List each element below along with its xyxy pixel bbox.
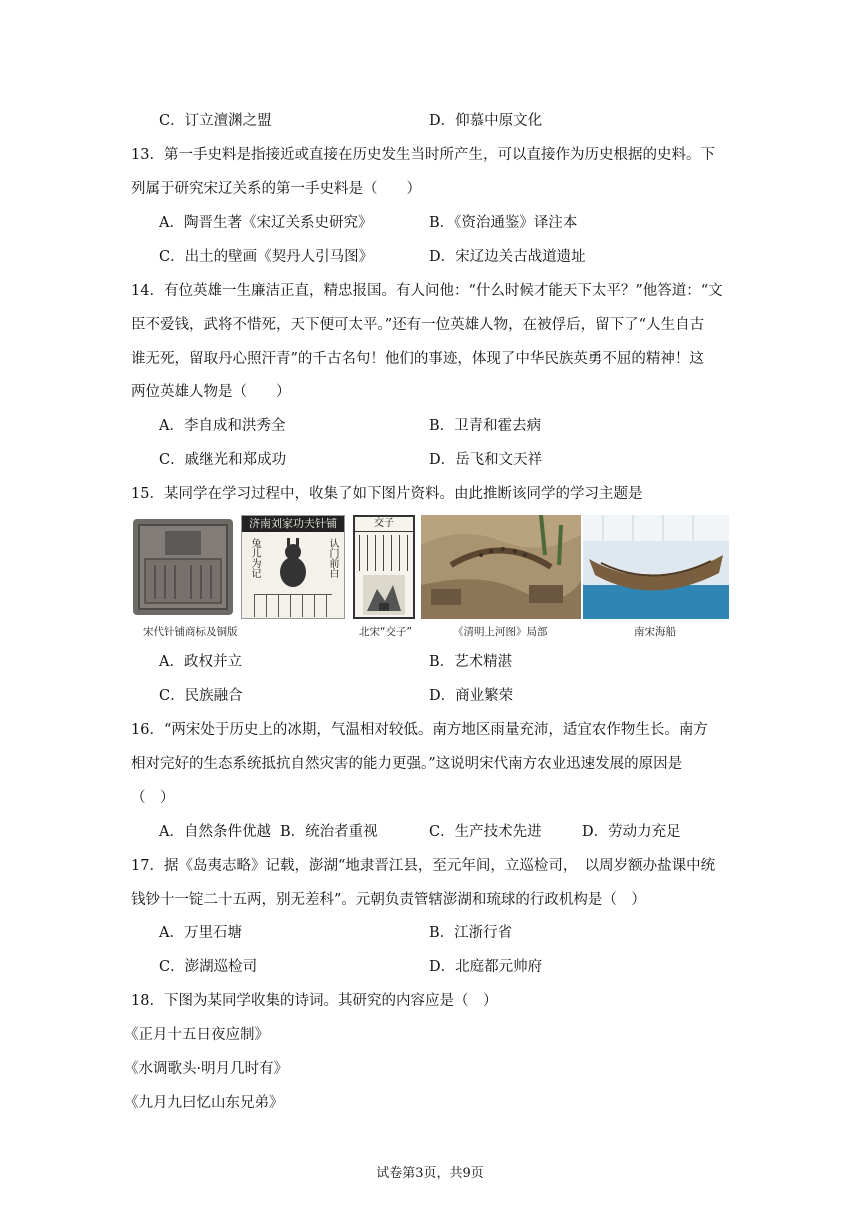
needle-shop-print	[241, 515, 345, 619]
caption-jiaozi: 北宋“交子”	[359, 626, 412, 638]
q15-option-a: A．政权并立	[159, 654, 242, 670]
q16-option-a: A．自然条件优越	[159, 824, 271, 840]
q17-option-d: D．北庭都元帅府	[429, 959, 543, 975]
qingming-painting-image	[421, 515, 581, 619]
q14-option-d: D．岳飞和文天祥	[429, 452, 543, 468]
q16-option-b: B．统治者重视	[280, 824, 378, 840]
page-footer: 试卷第3页，共9页	[376, 1166, 484, 1181]
southern-song-ship-image	[583, 515, 729, 619]
caption-qingming: 《清明上河图》局部	[453, 626, 548, 638]
q14-option-a: A．李自成和洪秀全	[159, 418, 286, 434]
q13-option-b: B．《资治通鉴》译注本	[429, 215, 578, 231]
q17-option-c: C．澎湖巡检司	[159, 959, 258, 975]
q15-option-c: C．民族融合	[159, 688, 243, 704]
q18-poem-1: 《正月十五日夜应制》	[124, 1027, 269, 1043]
q13-stem-line2: 列属于研究宋辽关系的第一手史料是（ ）	[131, 181, 421, 197]
q16-stem-line1: 16．“两宋处于历史上的冰期，气温相对较低。南方地区雨量充沛，适宜农作物生长。南方	[131, 722, 708, 738]
needle-shop-print-header: 济南刘家功夫针铺	[242, 516, 344, 532]
q16-stem-line2: 相对完好的生态系统抵抗自然灾害的能力更强。”这说明宋代南方农业迅速发展的原因是	[131, 756, 683, 772]
q12-option-c: C．订立澶渊之盟	[159, 113, 272, 129]
banknote-text-columns	[359, 535, 409, 571]
needle-shop-print-right: 认门前白	[327, 538, 338, 578]
q17-stem-line2: 钱钞十一锭二十五两，别无差科”。元朝负责管辖澎湖和琉球的行政机构是（ ）	[131, 892, 646, 908]
q18-poem-2: 《水调歌头·明月几时有》	[124, 1061, 289, 1077]
jiaozi-label: 交子	[355, 517, 413, 532]
needle-shop-print-left: 兔儿为记	[249, 538, 260, 578]
q14-stem-line4: 两位英雄人物是（ ）	[131, 384, 291, 400]
q17-option-b: B．江浙行省	[429, 925, 513, 941]
q14-option-b: B．卫青和霍去病	[429, 418, 542, 434]
q14-stem-line3: 谁无死，留取丹心照汗青”的千古名句！他们的事迹，体现了中华民族英勇不屈的精神！这	[131, 351, 704, 367]
q17-stem-line1: 17．据《岛夷志略》记载，澎湖“地隶晋江县，至元年间，立巡检司， 以周岁额办盐课中统	[131, 858, 716, 874]
banknote-illustration-icon	[363, 575, 405, 615]
q16-option-d: D．劳动力充足	[582, 824, 681, 840]
q15-figure-strip	[131, 515, 729, 641]
q12-option-d: D．仰慕中原文化	[429, 113, 543, 129]
q15-stem-line1: 15．某同学在学习过程中，收集了如下图片资料。由此推断该同学的学习主题是	[131, 486, 643, 502]
jiaozi-banknote-image	[353, 515, 415, 619]
q16-option-c: C．生产技术先进	[429, 824, 542, 840]
bronze-plate-image	[131, 515, 235, 619]
q17-option-a: A．万里石塘	[159, 925, 242, 941]
q14-option-c: C．戚继光和郑成功	[159, 452, 287, 468]
q15-option-b: B．艺术精湛	[429, 654, 513, 670]
q18-poem-3: 《九月九曰忆山东兄弟》	[124, 1095, 284, 1111]
caption-bronze-plate: 宋代针铺商标及铜版	[143, 626, 238, 638]
print-text-columns	[254, 594, 332, 617]
q16-stem-line3: （ ）	[131, 790, 175, 806]
q18-stem-line1: 18．下图为某同学收集的诗词。其研究的内容应是（ ）	[131, 993, 498, 1009]
q14-stem-line1: 14．有位英雄一生廉洁正直，精忠报国。有人问他：“什么时候才能天下太平？”他答道：“文	[131, 283, 723, 299]
caption-ship: 南宋海船	[634, 626, 676, 638]
q14-stem-line2: 臣不爱钱，武将不惜死，天下便可太平。”还有一位英雄人物，在被俘后，留下了“人生自古	[131, 317, 705, 333]
q13-option-c: C．出土的壁画《契丹人引马图》	[159, 249, 374, 265]
rabbit-figure-icon	[272, 538, 314, 590]
q15-option-d: D．商业繁荣	[429, 688, 514, 704]
q13-option-d: D．宋辽边关古战道遗址	[429, 249, 586, 265]
q13-option-a: A．陶晋生著《宋辽关系史研究》	[159, 215, 373, 231]
q13-stem-line1: 13．第一手史料是指接近或直接在历史发生当时所产生，可以直接作为历史根据的史料。下	[131, 147, 715, 163]
